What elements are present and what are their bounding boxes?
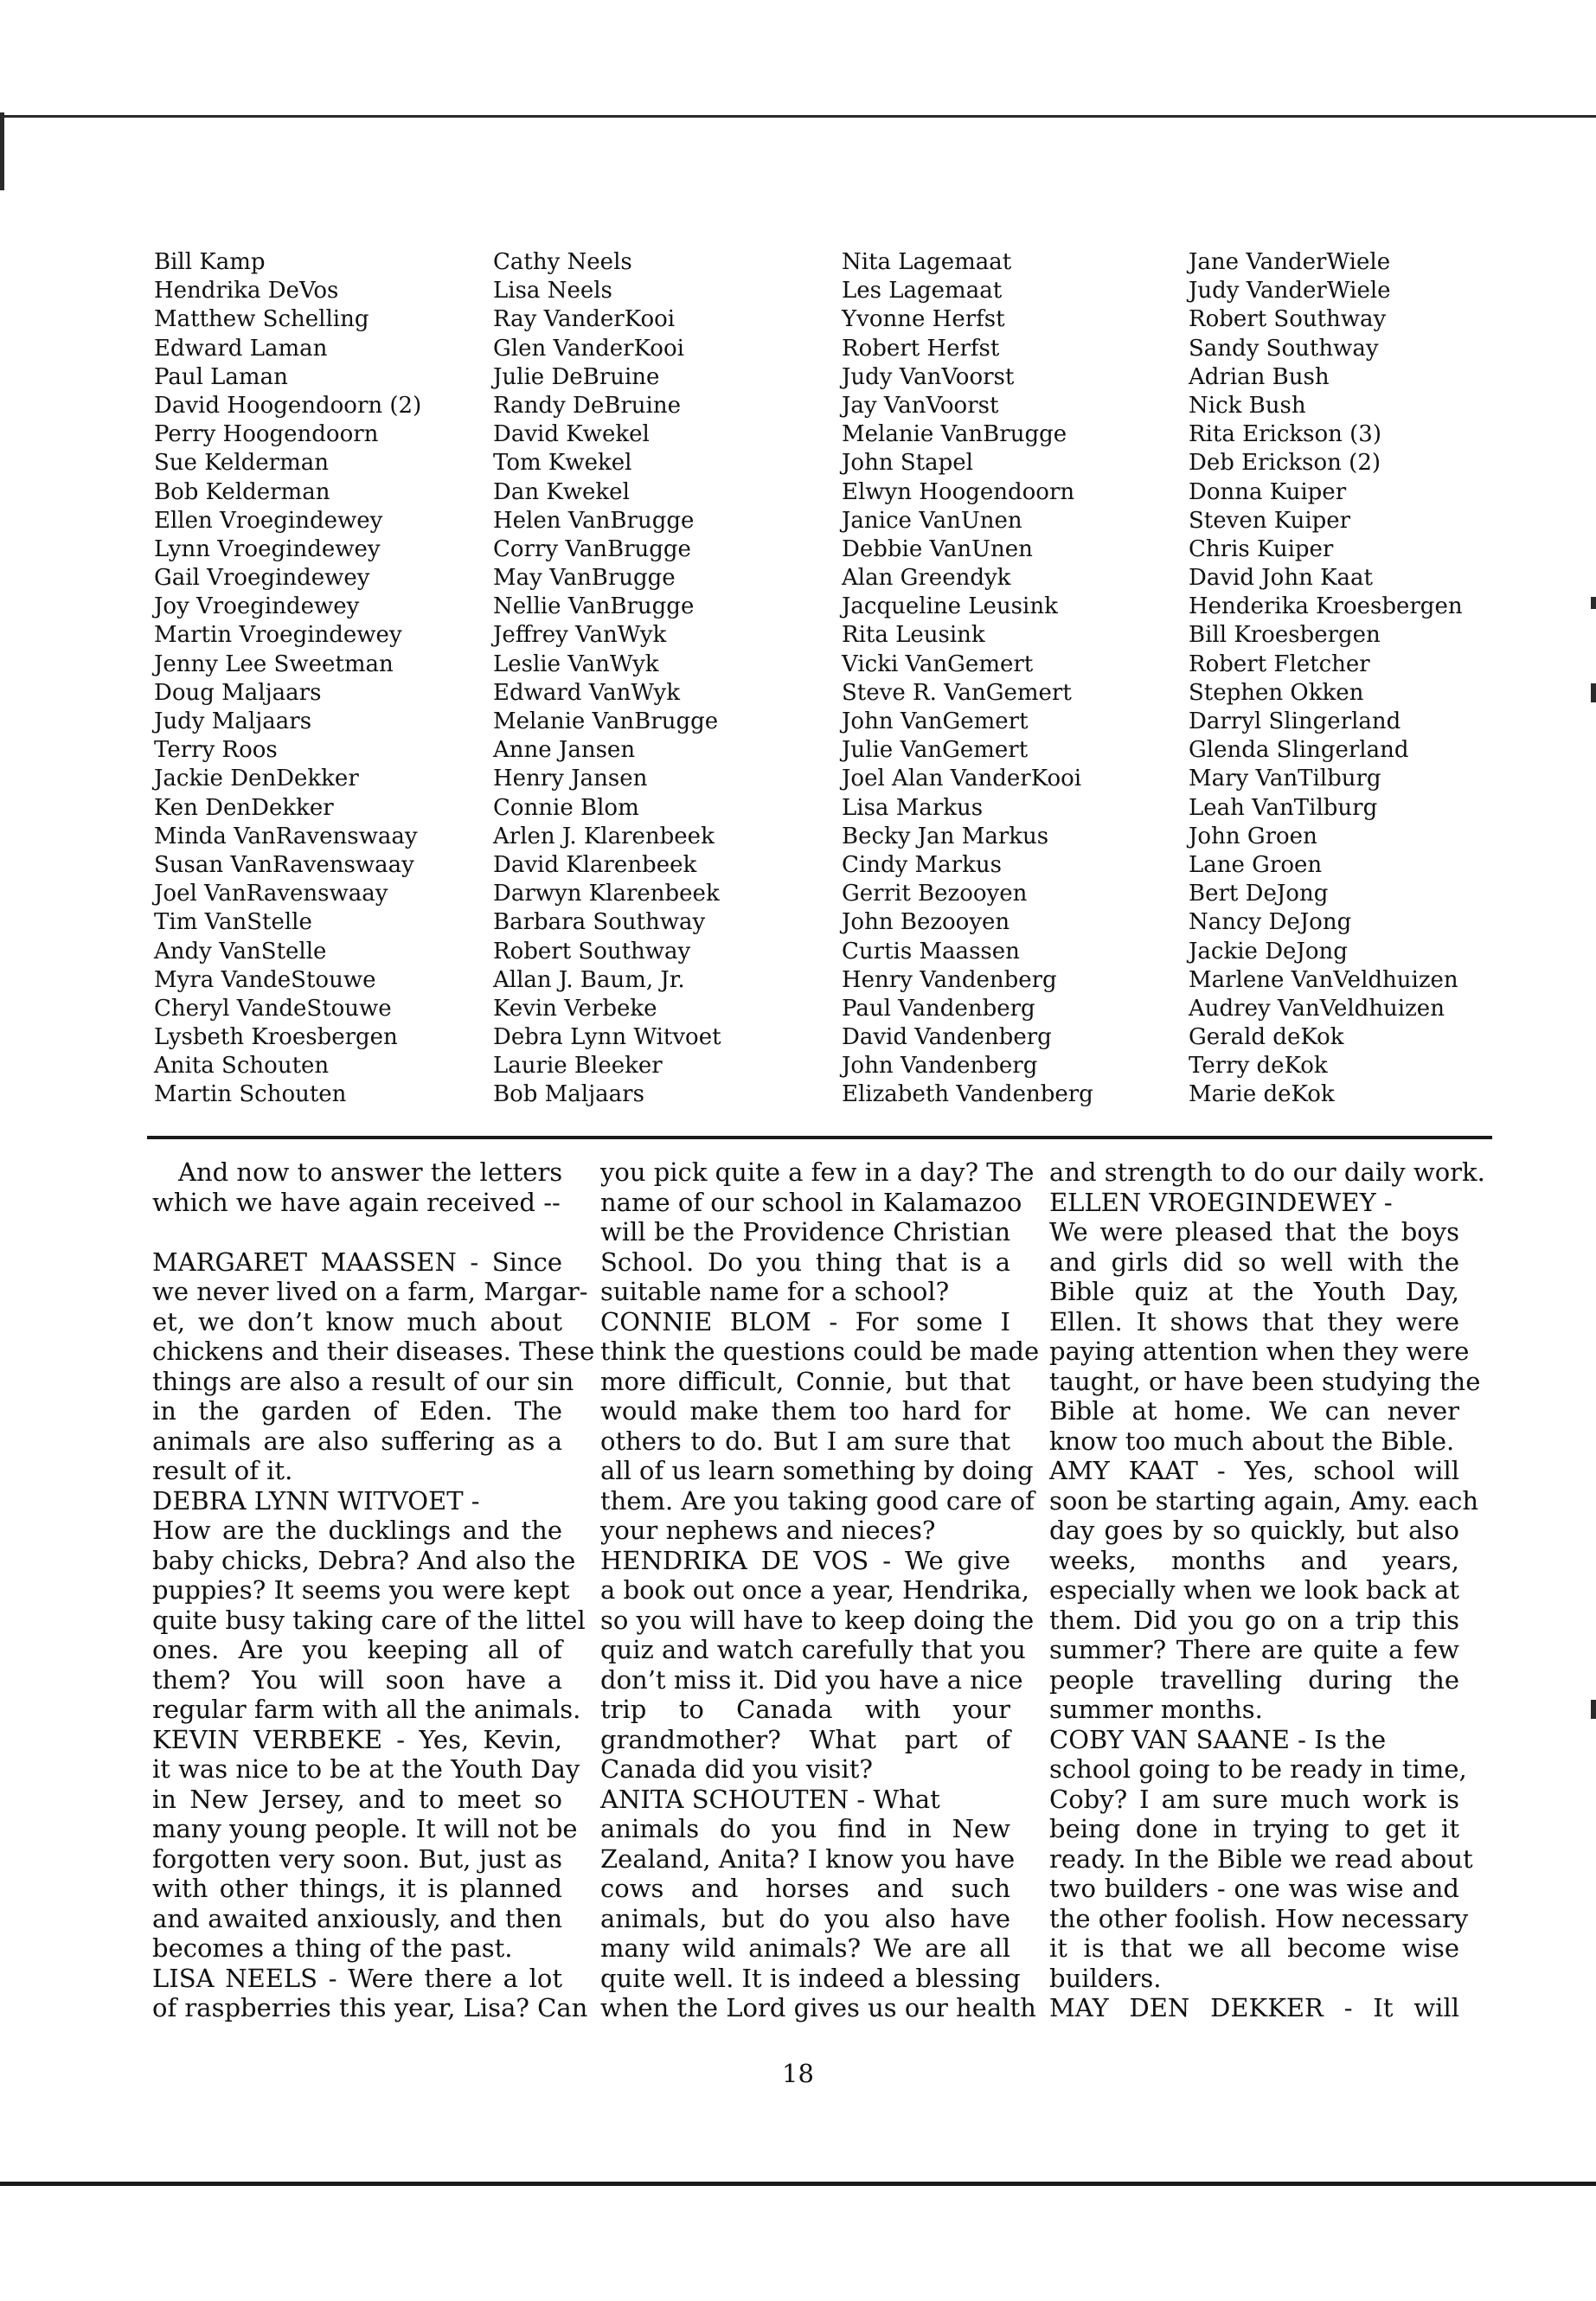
- name-entry: Anne Jansen: [493, 737, 636, 764]
- name-entry: Alan Greendyk: [842, 565, 1011, 592]
- name-entry: Marlene VanVeldhuizen: [1189, 966, 1458, 993]
- text-line: CONNIE BLOM - For some I: [600, 1306, 1010, 1336]
- scan-edge-bottom: [0, 2182, 1596, 2186]
- name-entry: Helen VanBrugge: [493, 507, 695, 534]
- name-entry: Janice VanUnen: [842, 507, 1022, 534]
- name-entry: Laurie Bleeker: [493, 1053, 663, 1080]
- name-entry: John Stapel: [842, 450, 973, 477]
- name-entry: Connie Blom: [493, 794, 639, 821]
- name-entry: Melanie VanBrugge: [493, 708, 719, 734]
- name-entry: Donna Kuiper: [1189, 478, 1347, 505]
- text-line: result of it.: [152, 1456, 293, 1485]
- text-line: two builders - one was wise and: [1049, 1874, 1459, 1903]
- name-entry: Bill Kamp: [154, 249, 266, 275]
- text-line: many wild animals? We are all: [600, 1933, 1010, 1963]
- text-line: paying attention when they were: [1049, 1336, 1470, 1366]
- letters-column-3: [1049, 1157, 1485, 2023]
- name-entry: David Klarenbeek: [493, 851, 697, 878]
- text-line: baby chicks, Debra? And also the: [152, 1545, 576, 1575]
- text-line: when the Lord gives us our health: [600, 1993, 1036, 2022]
- name-entry: Tim VanStelle: [154, 909, 312, 936]
- name-entry: Terry deKok: [1189, 1053, 1328, 1080]
- text-line: being done in trying to get it: [1049, 1814, 1459, 1843]
- name-entry: Sue Kelderman: [154, 450, 329, 477]
- text-line: it is that we all become wise: [1049, 1933, 1459, 1963]
- name-entry: Gerald deKok: [1189, 1024, 1344, 1051]
- name-entry: John Vandenberg: [842, 1053, 1038, 1080]
- name-entry: Nita Lagemaat: [842, 249, 1012, 275]
- text-line: AMY KAAT - Yes, school will: [1049, 1456, 1459, 1485]
- name-entry: Jenny Lee Sweetman: [154, 651, 394, 677]
- name-entry: Jackie DeJong: [1189, 938, 1348, 965]
- name-entry: Bob Maljaars: [493, 1081, 644, 1108]
- name-entry: Leah VanTilburg: [1189, 794, 1378, 821]
- text-line: Bible quiz at the Youth Day,: [1049, 1277, 1459, 1306]
- text-line: animals do you find in New: [600, 1814, 1010, 1843]
- text-line: builders.: [1049, 1963, 1162, 1993]
- name-entry: Marie deKok: [1189, 1081, 1335, 1108]
- text-line: ELLEN VROEGINDEWEY -: [1049, 1187, 1393, 1217]
- name-entry: Martin Schouten: [154, 1081, 347, 1108]
- name-entry: Joy Vroegindewey: [154, 593, 360, 620]
- name-entry: Myra VandeStouwe: [154, 966, 376, 993]
- name-list-column-1: [154, 248, 421, 1110]
- scan-mark: [1591, 597, 1596, 609]
- text-line: quiz and watch carefully that you: [600, 1635, 1026, 1664]
- name-entry: Nancy DeJong: [1189, 909, 1352, 936]
- letters-column-1: [152, 1157, 595, 2023]
- text-line: the other foolish. How necessary: [1049, 1903, 1469, 1933]
- name-entry: Jeffrey VanWyk: [493, 622, 667, 649]
- name-entry: Jackie DenDekker: [154, 766, 359, 792]
- name-entry: Les Lagemaat: [842, 278, 1003, 304]
- name-entry: Minda VanRavenswaay: [154, 823, 418, 849]
- name-entry: Tom Kwekel: [493, 450, 632, 477]
- text-line: LISA NEELS - Were there a lot: [152, 1963, 562, 1993]
- name-entry: Jane VanderWiele: [1189, 249, 1391, 275]
- scan-mark: [1591, 1700, 1596, 1719]
- name-entry: Randy DeBruine: [493, 392, 681, 419]
- text-line: regular farm with all the animals.: [152, 1695, 581, 1724]
- text-line: others to do. But I am sure that: [600, 1426, 1010, 1456]
- text-line: quite busy taking care of the littel: [152, 1605, 586, 1635]
- name-entry: Audrey VanVeldhuizen: [1189, 995, 1445, 1022]
- text-line: Canada did you visit?: [600, 1754, 873, 1784]
- text-line: puppies? It seems you were kept: [152, 1575, 570, 1605]
- name-entry: Mary VanTilburg: [1189, 766, 1381, 792]
- text-line: HENDRIKA DE VOS - We give: [600, 1545, 1010, 1575]
- name-entry: Lysbeth Kroesbergen: [154, 1024, 398, 1051]
- name-entry: Cheryl VandeStouwe: [154, 995, 392, 1022]
- name-entry: Robert Herfst: [842, 335, 1000, 362]
- text-line: it was nice to be at the Youth Day: [152, 1754, 580, 1784]
- text-line: Zealand, Anita? I know you have: [600, 1843, 1016, 1874]
- text-line: in New Jersey, and to meet so: [152, 1784, 562, 1814]
- text-line: them? You will soon have a: [152, 1664, 562, 1695]
- name-entry: Allan J. Baum, Jr.: [493, 966, 685, 993]
- text-line: and awaited anxiously, and then: [152, 1903, 562, 1933]
- name-entry: Kevin Verbeke: [493, 995, 657, 1022]
- name-entry: Robert Southway: [1189, 306, 1387, 333]
- name-entry: Doug Maljaars: [154, 679, 322, 706]
- text-line: School. Do you thing that is a: [600, 1247, 1010, 1277]
- name-entry: David Hoogendoorn (2): [154, 392, 422, 419]
- name-entry: Susan VanRavenswaay: [154, 851, 414, 878]
- text-line: ones. Are you keeping all of: [152, 1635, 562, 1664]
- name-entry: Bill Kroesbergen: [1189, 622, 1381, 649]
- name-entry: Corry VanBrugge: [493, 535, 691, 562]
- name-entry: Leslie VanWyk: [493, 651, 659, 677]
- name-entry: David John Kaat: [1189, 565, 1373, 592]
- name-entry: Lisa Markus: [842, 794, 984, 821]
- name-entry: Julie VanGemert: [842, 737, 1029, 764]
- name-list-column-2: [493, 248, 721, 1110]
- name-entry: Vicki VanGemert: [842, 651, 1034, 677]
- text-line: will be the Providence Christian: [600, 1217, 1010, 1247]
- name-entry: Julie DeBruine: [493, 363, 660, 390]
- name-entry: Steven Kuiper: [1189, 507, 1351, 534]
- name-entry: Judy Maljaars: [154, 708, 312, 734]
- name-entry: David Vandenberg: [842, 1024, 1052, 1051]
- name-entry: Edward Laman: [154, 335, 328, 362]
- name-entry: Henderika Kroesbergen: [1189, 593, 1463, 620]
- text-line: them. Did you go on a trip this: [1049, 1605, 1459, 1635]
- text-line: which we have again received --: [152, 1187, 561, 1217]
- name-entry: Jay VanVoorst: [842, 392, 999, 419]
- text-line: a book out once a year, Hendrika,: [600, 1575, 1029, 1605]
- name-entry: Ray VanderKooi: [493, 306, 676, 333]
- text-line: DEBRA LYNN WITVOET -: [152, 1485, 480, 1516]
- text-line: Ellen. It shows that they were: [1049, 1306, 1459, 1336]
- name-entry: Jacqueline Leusink: [842, 593, 1058, 620]
- text-line: all of us learn something by doing: [600, 1456, 1034, 1485]
- name-entry: Bob Kelderman: [154, 478, 330, 505]
- name-entry: Anita Schouten: [154, 1053, 330, 1080]
- text-line: especially when we look back at: [1049, 1575, 1459, 1605]
- name-entry: Judy VanderWiele: [1189, 278, 1391, 304]
- name-entry: John VanGemert: [842, 708, 1029, 734]
- text-line: Coby? I am sure much work is: [1049, 1784, 1459, 1814]
- letters-column-2: [600, 1157, 1040, 2023]
- text-line: would make them too hard for: [600, 1396, 1010, 1426]
- name-entry: Elizabeth Vandenberg: [842, 1081, 1093, 1108]
- name-entry: Yvonne Herfst: [842, 306, 1005, 333]
- name-entry: Bert DeJong: [1189, 881, 1329, 907]
- text-line: ANITA SCHOUTEN - What: [600, 1784, 940, 1814]
- text-line: your nephews and nieces?: [600, 1516, 936, 1545]
- name-entry: Stephen Okken: [1189, 679, 1364, 706]
- text-line: quite well. It is indeed a blessing: [600, 1963, 1021, 1993]
- text-line: ready. In the Bible we read about: [1049, 1843, 1473, 1874]
- name-entry: Glen VanderKooi: [493, 335, 684, 362]
- text-line: people travelling during the: [1049, 1664, 1459, 1695]
- name-entry: David Kwekel: [493, 421, 650, 448]
- name-entry: May VanBrugge: [493, 565, 676, 592]
- name-entry: Perry Hoogendoorn: [154, 421, 379, 448]
- text-line: We were pleased that the boys: [1049, 1217, 1459, 1247]
- text-line: think the questions could be made: [600, 1336, 1040, 1366]
- name-entry: Robert Southway: [493, 938, 691, 965]
- name-entry: Martin Vroegindewey: [154, 622, 402, 649]
- text-line: them. Are you taking good care of: [600, 1485, 1035, 1516]
- name-entry: Nick Bush: [1189, 392, 1306, 419]
- name-entry: Debra Lynn Witvoet: [493, 1024, 721, 1051]
- name-entry: Gail Vroegindewey: [154, 565, 370, 592]
- name-entry: John Groen: [1189, 823, 1317, 849]
- text-line: trip to Canada with your: [600, 1695, 1010, 1724]
- text-line: COBY VAN SAANE - Is the: [1049, 1724, 1387, 1754]
- text-line: name of our school in Kalamazoo: [600, 1187, 1022, 1217]
- name-entry: Barbara Southway: [493, 909, 706, 936]
- text-line: school going to be ready in time,: [1049, 1754, 1467, 1784]
- text-line: MAY DEN DEKKER - It will: [1049, 1993, 1459, 2022]
- name-entry: Rita Leusink: [842, 622, 985, 649]
- name-entry: Gerrit Bezooyen: [842, 881, 1028, 907]
- name-entry: Curtis Maassen: [842, 938, 1020, 965]
- text-line: more difficult, Connie, but that: [600, 1366, 1010, 1396]
- page-number: 18: [782, 2059, 814, 2088]
- name-entry: Nellie VanBrugge: [493, 593, 695, 620]
- text-line: chickens and their diseases. These: [152, 1336, 595, 1366]
- text-line: in the garden of Eden. The: [152, 1396, 562, 1426]
- text-line: MARGARET MAASSEN - Since: [152, 1247, 562, 1277]
- text-line: animals, but do you also have: [600, 1903, 1010, 1933]
- name-entry: Andy VanStelle: [154, 938, 327, 965]
- name-entry: Adrian Bush: [1189, 363, 1330, 390]
- name-entry: Lane Groen: [1189, 851, 1323, 878]
- scan-edge-top: [0, 115, 1596, 118]
- text-line: [152, 1217, 562, 1247]
- name-entry: Paul Vandenberg: [842, 995, 1035, 1022]
- name-entry: Robert Fletcher: [1189, 651, 1370, 677]
- scan-edge-left: [0, 112, 4, 190]
- text-line: taught, or have been studying the: [1049, 1366, 1481, 1396]
- text-line: day goes by so quickly, but also: [1049, 1516, 1459, 1545]
- name-entry: Terry Roos: [154, 737, 278, 764]
- text-line: cows and horses and such: [600, 1874, 1010, 1903]
- text-line: things are also a result of our sin: [152, 1366, 574, 1396]
- text-line: and strength to do our daily work.: [1049, 1157, 1485, 1187]
- text-line: summer? There are quite a few: [1049, 1635, 1459, 1664]
- name-entry: Edward VanWyk: [493, 679, 680, 706]
- text-line: grandmother? What part of: [600, 1724, 1010, 1754]
- name-entry: Henry Jansen: [493, 766, 648, 792]
- name-entry: Paul Laman: [154, 363, 288, 390]
- text-line: forgotten very soon. But, just as: [152, 1843, 562, 1874]
- text-line: so you will have to keep doing the: [600, 1605, 1035, 1635]
- text-line: How are the ducklings and the: [152, 1516, 562, 1545]
- name-entry: Elwyn Hoogendoorn: [842, 478, 1075, 505]
- name-entry: Melanie VanBrugge: [842, 421, 1067, 448]
- name-entry: John Bezooyen: [842, 909, 1010, 936]
- text-line: et, we don’t know much about: [152, 1306, 562, 1336]
- text-line: Bible at home. We can never: [1049, 1396, 1459, 1426]
- text-line: animals are also suffering as a: [152, 1426, 562, 1456]
- text-line: we never lived on a farm, Margar-: [152, 1277, 588, 1306]
- name-entry: Ken DenDekker: [154, 794, 334, 821]
- text-line: with other things, it is planned: [152, 1874, 562, 1903]
- name-entry: Ellen Vroegindewey: [154, 507, 383, 534]
- name-entry: Becky Jan Markus: [842, 823, 1049, 849]
- name-entry: Joel VanRavenswaay: [154, 881, 388, 907]
- text-line: suitable name for a school?: [600, 1277, 950, 1306]
- text-line: KEVIN VERBEKE - Yes, Kevin,: [152, 1724, 562, 1754]
- name-entry: Dan Kwekel: [493, 478, 630, 505]
- text-line: don’t miss it. Did you have a nice: [600, 1664, 1023, 1695]
- name-entry: Henry Vandenberg: [842, 966, 1057, 993]
- name-list-column-3: [842, 248, 1093, 1110]
- text-line: weeks, months and years,: [1049, 1545, 1459, 1575]
- name-list-column-4: [1189, 248, 1463, 1110]
- name-entry: Sandy Southway: [1189, 335, 1379, 362]
- text-line: know too much about the Bible.: [1049, 1426, 1455, 1456]
- name-entry: Matthew Schelling: [154, 306, 369, 333]
- name-entry: Lisa Neels: [493, 278, 612, 304]
- name-entry: Lynn Vroegindewey: [154, 535, 381, 562]
- text-line: and girls did so well with the: [1049, 1247, 1459, 1277]
- text-line: many young people. It will not be: [152, 1814, 578, 1843]
- name-entry: Debbie VanUnen: [842, 535, 1033, 562]
- text-line: becomes a thing of the past.: [152, 1933, 513, 1963]
- name-entry: Cathy Neels: [493, 249, 632, 275]
- name-entry: Arlen J. Klarenbeek: [493, 823, 715, 849]
- text-line: And now to answer the letters: [178, 1157, 563, 1187]
- scan-mark: [1591, 683, 1596, 702]
- section-divider: [147, 1136, 1492, 1139]
- name-entry: Joel Alan VanderKooi: [842, 766, 1082, 792]
- name-entry: Darryl Slingerland: [1189, 708, 1401, 734]
- text-line: you pick quite a few in a day? The: [600, 1157, 1035, 1187]
- name-entry: Deb Erickson (2): [1189, 450, 1381, 477]
- name-entry: Cindy Markus: [842, 851, 1002, 878]
- name-entry: Judy VanVoorst: [842, 363, 1015, 390]
- name-entry: Darwyn Klarenbeek: [493, 881, 720, 907]
- name-entry: Hendrika DeVos: [154, 278, 339, 304]
- text-line: soon be starting again, Amy. each: [1049, 1485, 1479, 1516]
- name-entry: Rita Erickson (3): [1189, 421, 1381, 448]
- name-entry: Glenda Slingerland: [1189, 737, 1409, 764]
- text-line: summer months.: [1049, 1695, 1263, 1724]
- text-line: of raspberries this year, Lisa? Can: [152, 1993, 588, 2022]
- name-entry: Steve R. VanGemert: [842, 679, 1072, 706]
- name-entry: Chris Kuiper: [1189, 535, 1334, 562]
